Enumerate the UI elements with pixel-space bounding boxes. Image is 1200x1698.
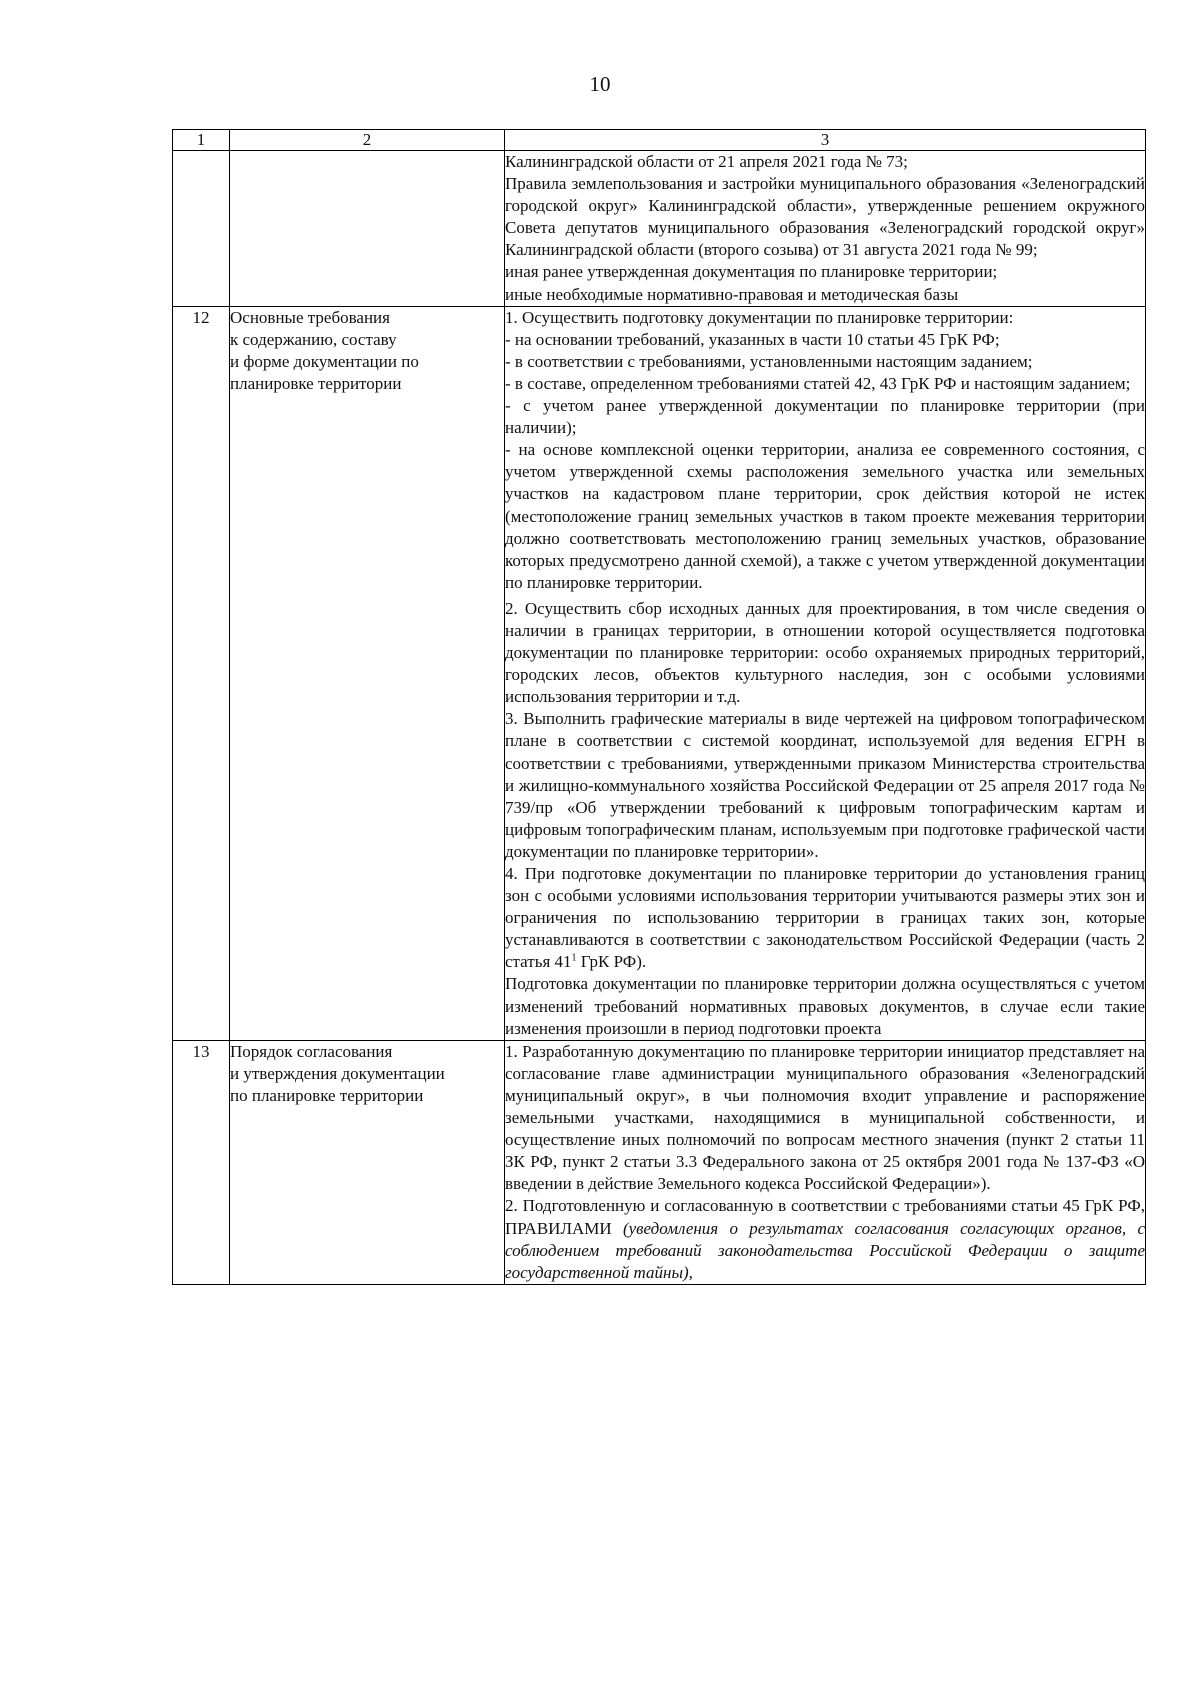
table-row-13 [173, 1040, 1146, 1284]
row-name-line: и утверждения документации [230, 1063, 445, 1083]
content-line: - на основе комплексной оценки территории, анализа ее современного состояния, с учетом утвержденной схемы расположения земельного участка или земельных участков на кадастровом плане территории, срок действия которой не истек (местоположение границ земельных участков в таком проекте межевания территории должно соответствовать местоположению границ земельных участков, образование которых предусмотрено данной схемой), а также с учетом утвержденной документации по планировке территории. [505, 440, 1145, 592]
content-paragraph-1: 1. Разработанную документацию по планировке территории инициатор представляет на согласование главе администрации муниципального образования «Зеленоградский муниципальный округ», в чьи полномочия входит управление и распоряжение земельными участками, находящимися в муниципальной собственности, и осуществление иных полномочий по вопросам местного значения (пункт 2 статьи 11 ЗК РФ, пункт 2 статьи 3.3 Федерального закона от 25 октября 2001 года № 137-ФЗ «О введении в действие Земельного кодекса Российской Федерации»). [505, 1041, 1145, 1194]
row-number-cell: 12 [173, 306, 230, 1040]
column-header-3: 3 [505, 130, 1146, 151]
table-header-row [173, 130, 1146, 151]
para4-text: 4. При подготовке документации по планировке территории до установления границ зон с особыми условиями использования территории учитываются размеры этих зон и ограничения по использованию территории в границах таких зон, которые устанавливаются в соответствии с законодательством Российской Федерации (часть 2 статья 41 [505, 864, 1145, 972]
row-name-line: Основные требования [230, 307, 390, 327]
para4-superscript: 1 [571, 952, 577, 964]
column-header-2: 2 [230, 130, 505, 151]
content-paragraph-5: Подготовка документации по планировке территории должна осуществляться с учетом изменений требований нормативных правовых документов, в случае если такие изменения произошли в период подготовки проекта [505, 974, 1145, 1038]
content-line: - в соответствии с требованиями, установленными настоящим заданием; [505, 351, 1033, 371]
content-line: 1. Осуществить подготовку документации по планировке территории: [505, 307, 1014, 327]
table-row-12 [173, 306, 1146, 1040]
content-line: - в составе, определенном требованиями статей 42, 43 ГрК РФ и настоящим заданием; [505, 373, 1131, 393]
content-line: иная ранее утвержденная документация по планировке территории; [505, 262, 998, 282]
row-name-line: планировке территории [230, 373, 402, 393]
row-name-line: и форме документации по [230, 351, 419, 371]
para2-italic-text: (уведомления о результатах согласования согласующих органов, с соблюдением требований законодательства Российской Федерации о защите государственной тайны), [505, 1218, 1145, 1282]
row-name-line: по планировке территории [230, 1085, 424, 1105]
content-paragraph-2: 2. Осуществить сбор исходных данных для проектирования, в том числе сведения о наличии в границах территории, в отношении которой осуществляется подготовка документации по планировке территории: особо охраняемых природных территорий, городских лесов, объектов культурного наследия, зон с особыми условиями использования территории и т.д. [505, 598, 1145, 707]
content-line: Калининградской области от 21 апреля 2021 года № 73; [505, 152, 908, 171]
table-row-continuation [173, 151, 1146, 307]
page-number: 10 [589, 72, 611, 96]
row-content-cell [505, 306, 1146, 1040]
row-content-cell [505, 1040, 1146, 1284]
requirements-table [172, 129, 1146, 1285]
row-name-cell [230, 306, 505, 1040]
row-name-line: к содержанию, составу [230, 329, 397, 349]
row-number-cell [173, 151, 230, 307]
content-paragraph-3: 3. Выполнить графические материалы в виде чертежей на цифровом топографическом плане в соответствии с системой координат, используемой для ведения ЕГРН в соответствии с требованиями, утвержденными приказом Министерства строительства и жилищно-коммунального хозяйства Российской Федерации от 25 апреля 2017 года № 739/пр «Об утверждении требований к цифровым топографическим картам и цифровым топографическим планам, используемым при подготовке графической части документации по планировке территории». [505, 709, 1145, 861]
content-line: - на основании требований, указанных в части 10 статьи 45 ГрК РФ; [505, 329, 1000, 349]
column-header-1: 1 [173, 130, 230, 151]
row-content-cell [505, 151, 1146, 307]
row-name-cell [230, 1040, 505, 1284]
content-line: Правила землепользования и застройки муниципального образования «Зеленоградский городской округ» Калининградской области», утвержденные решением окружного Совета депутатов муниципального образования «Зеленоградский городской округ» Калининградской области (второго созыва) от 31 августа 2021 года № 99; [505, 174, 1145, 260]
para4-tail: ГрК РФ). [576, 952, 647, 972]
row-name-cell [230, 151, 505, 307]
row-name-line: Порядок согласования [230, 1041, 393, 1061]
content-line: - с учетом ранее утвержденной документации по планировке территории (при наличии); [505, 396, 1145, 438]
content-paragraph-2 [505, 1195, 1145, 1283]
content-paragraph-4 [505, 863, 1145, 973]
row-number-cell: 13 [173, 1040, 230, 1284]
para2-text: 2. Подготовленную и согласованную в соответствии с требованиями статьи 45 ГрК РФ, ПРАВИЛАМИ [505, 1196, 1145, 1238]
content-line: иные необходимые нормативно-правовая и методическая базы [505, 284, 959, 304]
